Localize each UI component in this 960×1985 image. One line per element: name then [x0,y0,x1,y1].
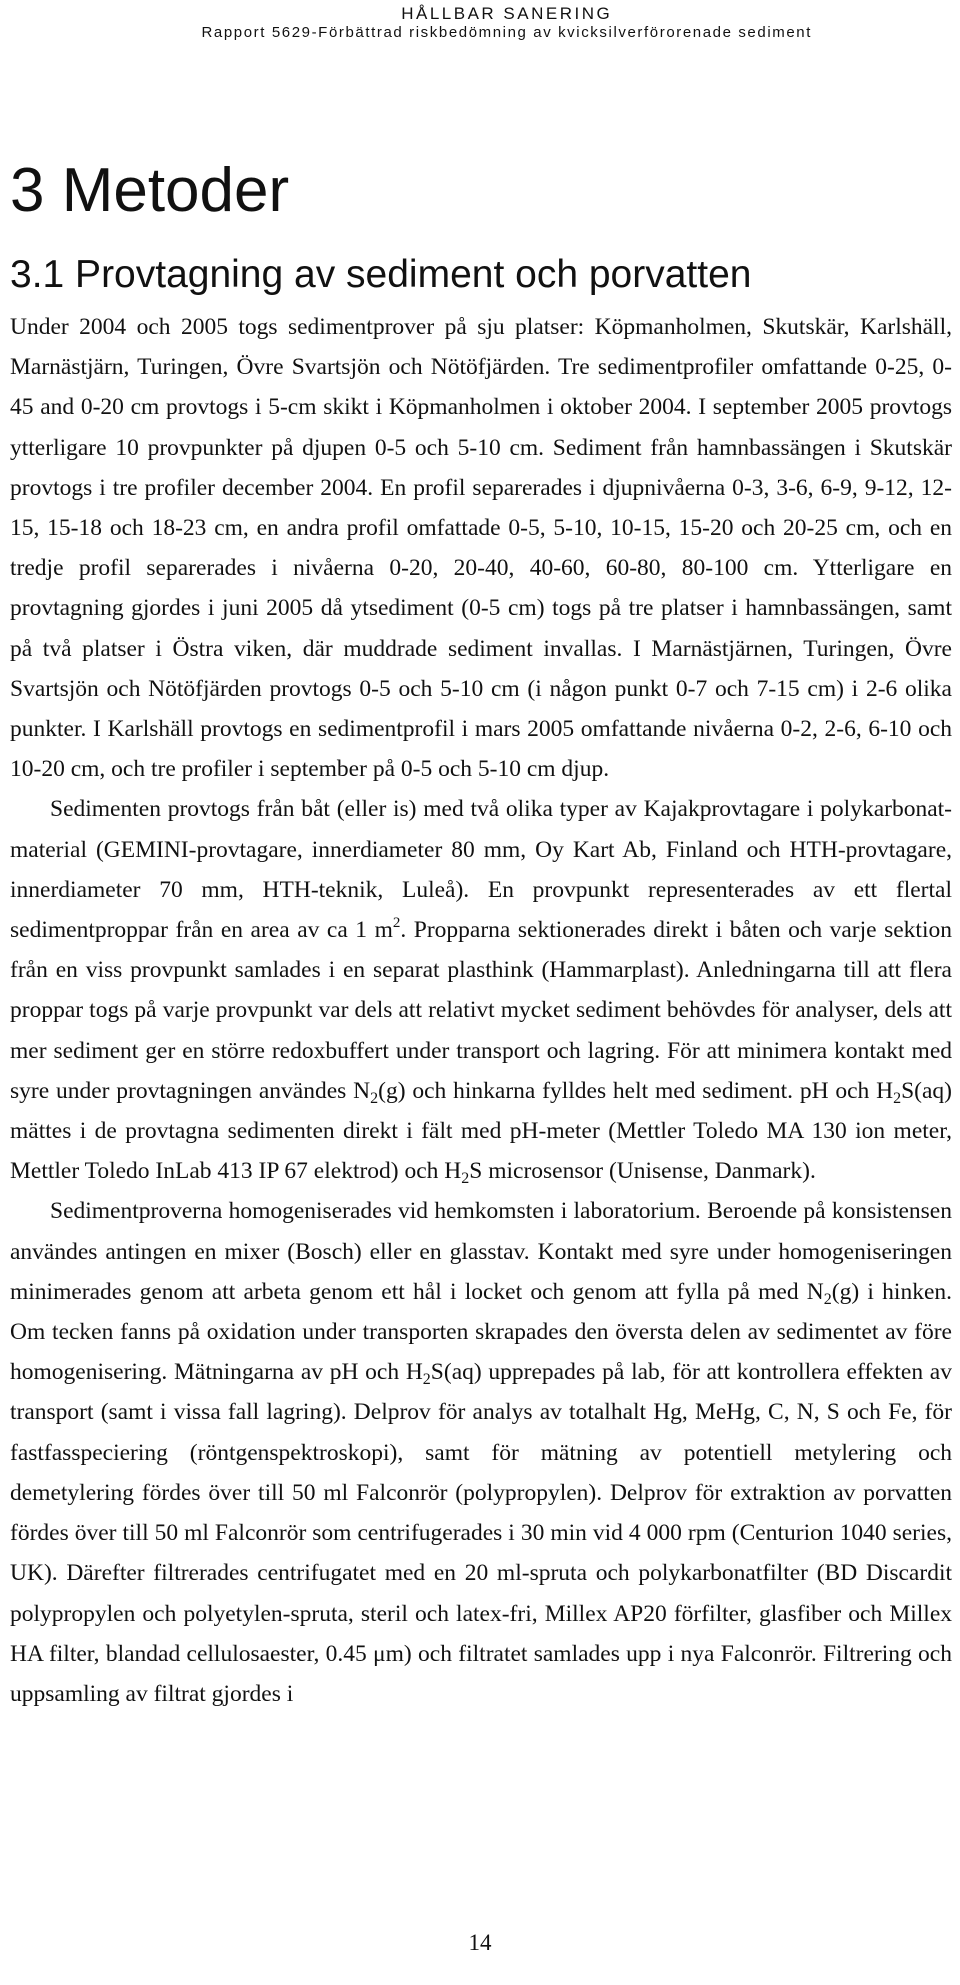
chapter-title: 3 Metoder [10,156,290,225]
header-brand: HÅLLBAR SANERING [401,4,613,23]
header-report-title: Rapport 5629-Förbättrad riskbedömning av kvicksilverförorenade sediment [201,24,812,41]
text-run: S microsensor (Unisense, Danmark). [469,1158,816,1185]
subscript: 2 [823,1290,832,1308]
subscript: 2 [422,1371,431,1389]
text-run: (g) och hinkarna fylldes helt med sediment. pH och H [378,1077,894,1104]
page-number: 14 [468,1930,492,1955]
text-run: Sedimenten provtogs från båt (eller is) med två olika typer av Kajakprovtagare i polykarbonat-material (GEMINI-provtagare, innerdiameter 80 mm, Oy Kart Ab, Finland och HTH-provtagare, innerdiameter 70 mm, HTH-teknik, Luleå). En provpunkt representerades av ett flertal sedimentproppar från en area av ca 1 m [10,796,952,944]
paragraph-homogenisation [10,1191,952,1714]
text-run: S(aq) upprepades på lab, för att kontrollera effekten av transport (samt i vissa fall lagring). Delprov för analys av totalhalt Hg, MeHg, C, N, S och Fe, för fastfasspeciering (röntgenspektroskopi), samt för mätning av potentiell metylering och demetylering fördes över till 50 ml Falconrör (polypropylen). Delprov för extraktion av porvatten fördes över till 50 ml Falconrör som centrifugerades i 30 min vid 4 000 rpm (Centurion 1040 series, UK). Därefter filtrerades centrifugatet med en 20 ml-spruta och polykarbonatfilter (BD Discardit polypropylen och polyetylen-spruta, steril och latex-fri, Millex AP20 förfilter, glasfiber och Millex HA filter, blandad cellulosaester, 0.45 μm) och filtratet samlades upp i nya Falconrör. Filtrering och uppsamling av filtrat gjordes i [10,1359,952,1707]
text-run: Sedimentproverna homogeniserades vid hemkomsten i laboratorium. Beroende på konsistensen användes antingen en mixer (Bosch) eller en glasstav. Kontakt med syre under homogeniseringen minimerades genom att arbeta genom ett hål i locket och genom att fylla på med N [10,1198,952,1305]
subscript: 2 [461,1170,470,1188]
superscript: 2 [392,915,401,932]
section-title: 3.1 Provtagning av sediment och porvatten [10,253,752,296]
paragraph-sampling-sites: Under 2004 och 2005 togs sedimentprover på sju platser: Köpmanholmen, Skutskär, Karlshäll, Marnästjärn, Turingen, Övre Svartsjön och Nötöfjärden. Tre sedimentprofiler omfattande 0-25, 0-45 and 0-20 cm provtogs i 5-cm skikt i Köpmanholmen i oktober 2004. I september 2005 provtogs ytterligare 10 provpunkter på djupen 0-5 och 5-10 cm. Sediment från hamnbassängen i Skutskär provtogs i tre profiler december 2004. En profil separerades i djupnivåerna 0-3, 3-6, 6-9, 9-12, 12-15, 15-18 och 18-23 cm, en andra profil omfattade 0-5, 5-10, 10-15, 15-20 och 20-25 cm, och en tredje profil separerades i nivåerna 0-20, 20-40, 40-60, 60-80, 80-100 cm. Ytterligare en provtagning gjordes i juni 2005 då ytsediment (0-5 cm) togs på tre platser i hamnbassängen, samt på två platser i Östra viken, där muddrade sediment invallas. I Marnästjärnen, Turingen, Övre Svartsjön och Nötöfjärden provtogs 0-5 och 5-10 cm (i någon punkt 0-7 och 7-15 cm) i 2-6 olika punkter. I Karlshäll provtogs en sedimentprofil i mars 2005 omfattande nivåerna 0-2, 2-6, 6-10 och 10-20 cm, och tre profiler i september på 0-5 och 5-10 cm djup. [10,314,952,783]
text-run: . Propparna sektionerades direkt i båten och varje sektion från en viss provpunkt samlades i en separat plasthink (Hammarplast). Anledningarna till att flera proppar togs på varje provpunkt var dels att relativt mycket sediment behövdes för analyser, dels att mer sediment ger en större redoxbuffert under transport och lagring. För att minimera kontakt med syre under provtagningen användes N [10,917,952,1104]
page-header [201,4,812,42]
body-text [10,307,952,1714]
paragraph-sampling-method [10,789,952,1191]
text-run: S(aq) mättes i de provtagna sedimenten direkt i fält med pH-meter (Mettler Toledo MA 130 ion meter, Mettler Toledo InLab 413 IP 67 elektrod) och H [10,1077,953,1185]
text-run: (g) i hinken. Om tecken fanns på oxidation under transporten skrapades den översta delen av sedimentet av före homogenisering. Mätningarna av pH och H [10,1278,952,1386]
subscript: 2 [370,1089,379,1107]
subscript: 2 [893,1089,902,1107]
